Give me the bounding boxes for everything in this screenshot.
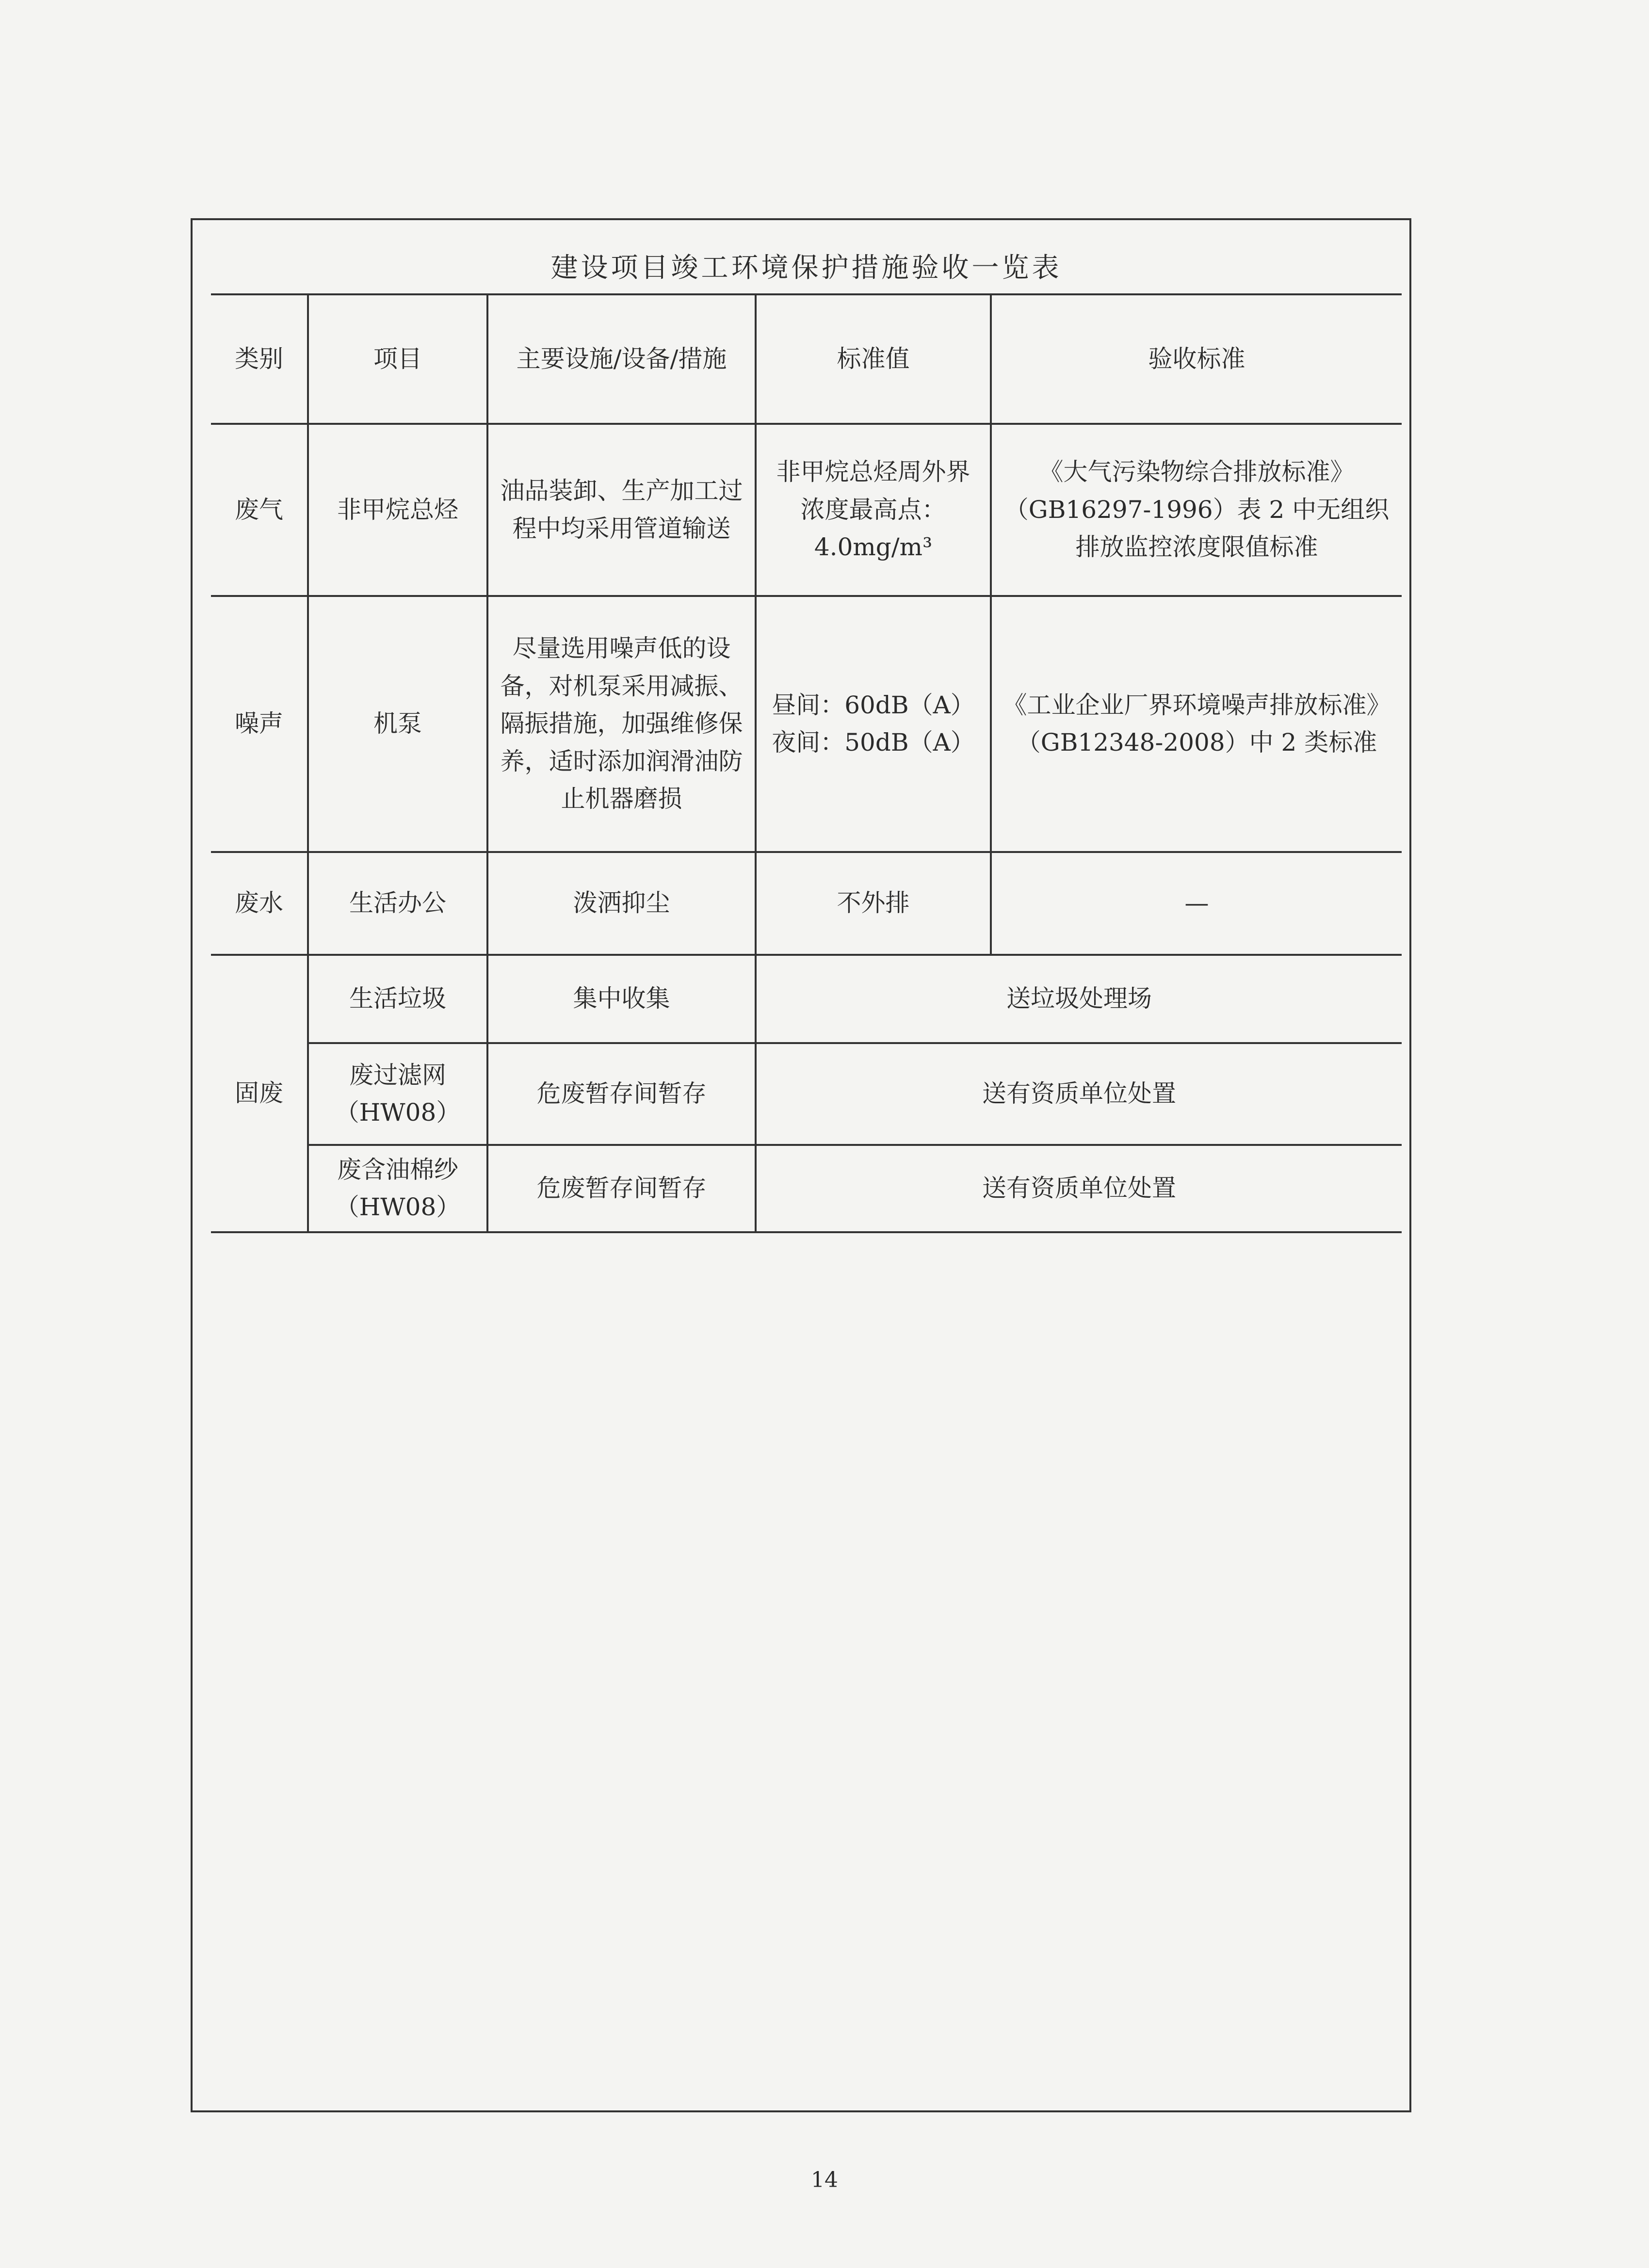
item-cell: 废含油棉纱（HW08）	[308, 1145, 487, 1232]
item-cell: 非甲烷总烃	[308, 424, 487, 596]
disposal-cell: 送有资质单位处置	[756, 1043, 1402, 1145]
measure-cell: 危废暂存间暂存	[487, 1145, 756, 1232]
table-row	[211, 1145, 1402, 1232]
table-row	[211, 852, 1402, 955]
header-item: 项目	[308, 294, 487, 424]
measure-cell: 泼洒抑尘	[487, 852, 756, 955]
measure-cell: 集中收集	[487, 955, 756, 1043]
page-number: 14	[811, 2168, 838, 2192]
category-cell: 噪声	[211, 596, 308, 852]
measure-cell: 油品装卸、生产加工过程中均采用管道输送	[487, 424, 756, 596]
table-row	[211, 1043, 1402, 1145]
standard-night: 夜间：50dB（A）	[772, 728, 975, 756]
standard-value-cell: 不外排	[756, 852, 991, 955]
category-cell: 废气	[211, 424, 308, 596]
header-measure: 主要设施/设备/措施	[487, 294, 756, 424]
standard-value-cell: 非甲烷总烃周外界浓度最高点：4.0mg/m³	[756, 424, 991, 596]
header-category: 类别	[211, 294, 308, 424]
table-row	[211, 596, 1402, 852]
acceptance-table	[211, 293, 1402, 1233]
header-acceptance: 验收标准	[991, 294, 1402, 424]
standard-day: 昼间：60dB（A）	[772, 691, 975, 719]
measure-cell: 危废暂存间暂存	[487, 1043, 756, 1145]
item-cell: 生活垃圾	[308, 955, 487, 1043]
standard-value-cell	[756, 596, 991, 852]
table-row	[211, 424, 1402, 596]
acceptance-cell: 《工业企业厂界环境噪声排放标准》（GB12348-2008）中 2 类标准	[991, 596, 1402, 852]
acceptance-cell: 《大气污染物综合排放标准》（GB16297-1996）表 2 中无组织排放监控浓度限值标准	[991, 424, 1402, 596]
table-title: 建设项目竣工环境保护措施验收一览表	[550, 252, 1062, 284]
measure-cell: 尽量选用噪声低的设备，对机泵采用减振、隔振措施，加强维修保养，适时添加润滑油防止机器磨损	[487, 596, 756, 852]
item-cell: 生活办公	[308, 852, 487, 955]
category-cell: 废水	[211, 852, 308, 955]
item-cell: 机泵	[308, 596, 487, 852]
category-cell: 固废	[211, 955, 308, 1232]
item-cell: 废过滤网（HW08）	[308, 1043, 487, 1145]
table-row	[211, 955, 1402, 1043]
disposal-cell: 送垃圾处理场	[756, 955, 1402, 1043]
disposal-cell: 送有资质单位处置	[756, 1145, 1402, 1232]
header-standard-value: 标准值	[756, 294, 991, 424]
acceptance-cell: —	[991, 852, 1402, 955]
header-row	[211, 294, 1402, 424]
